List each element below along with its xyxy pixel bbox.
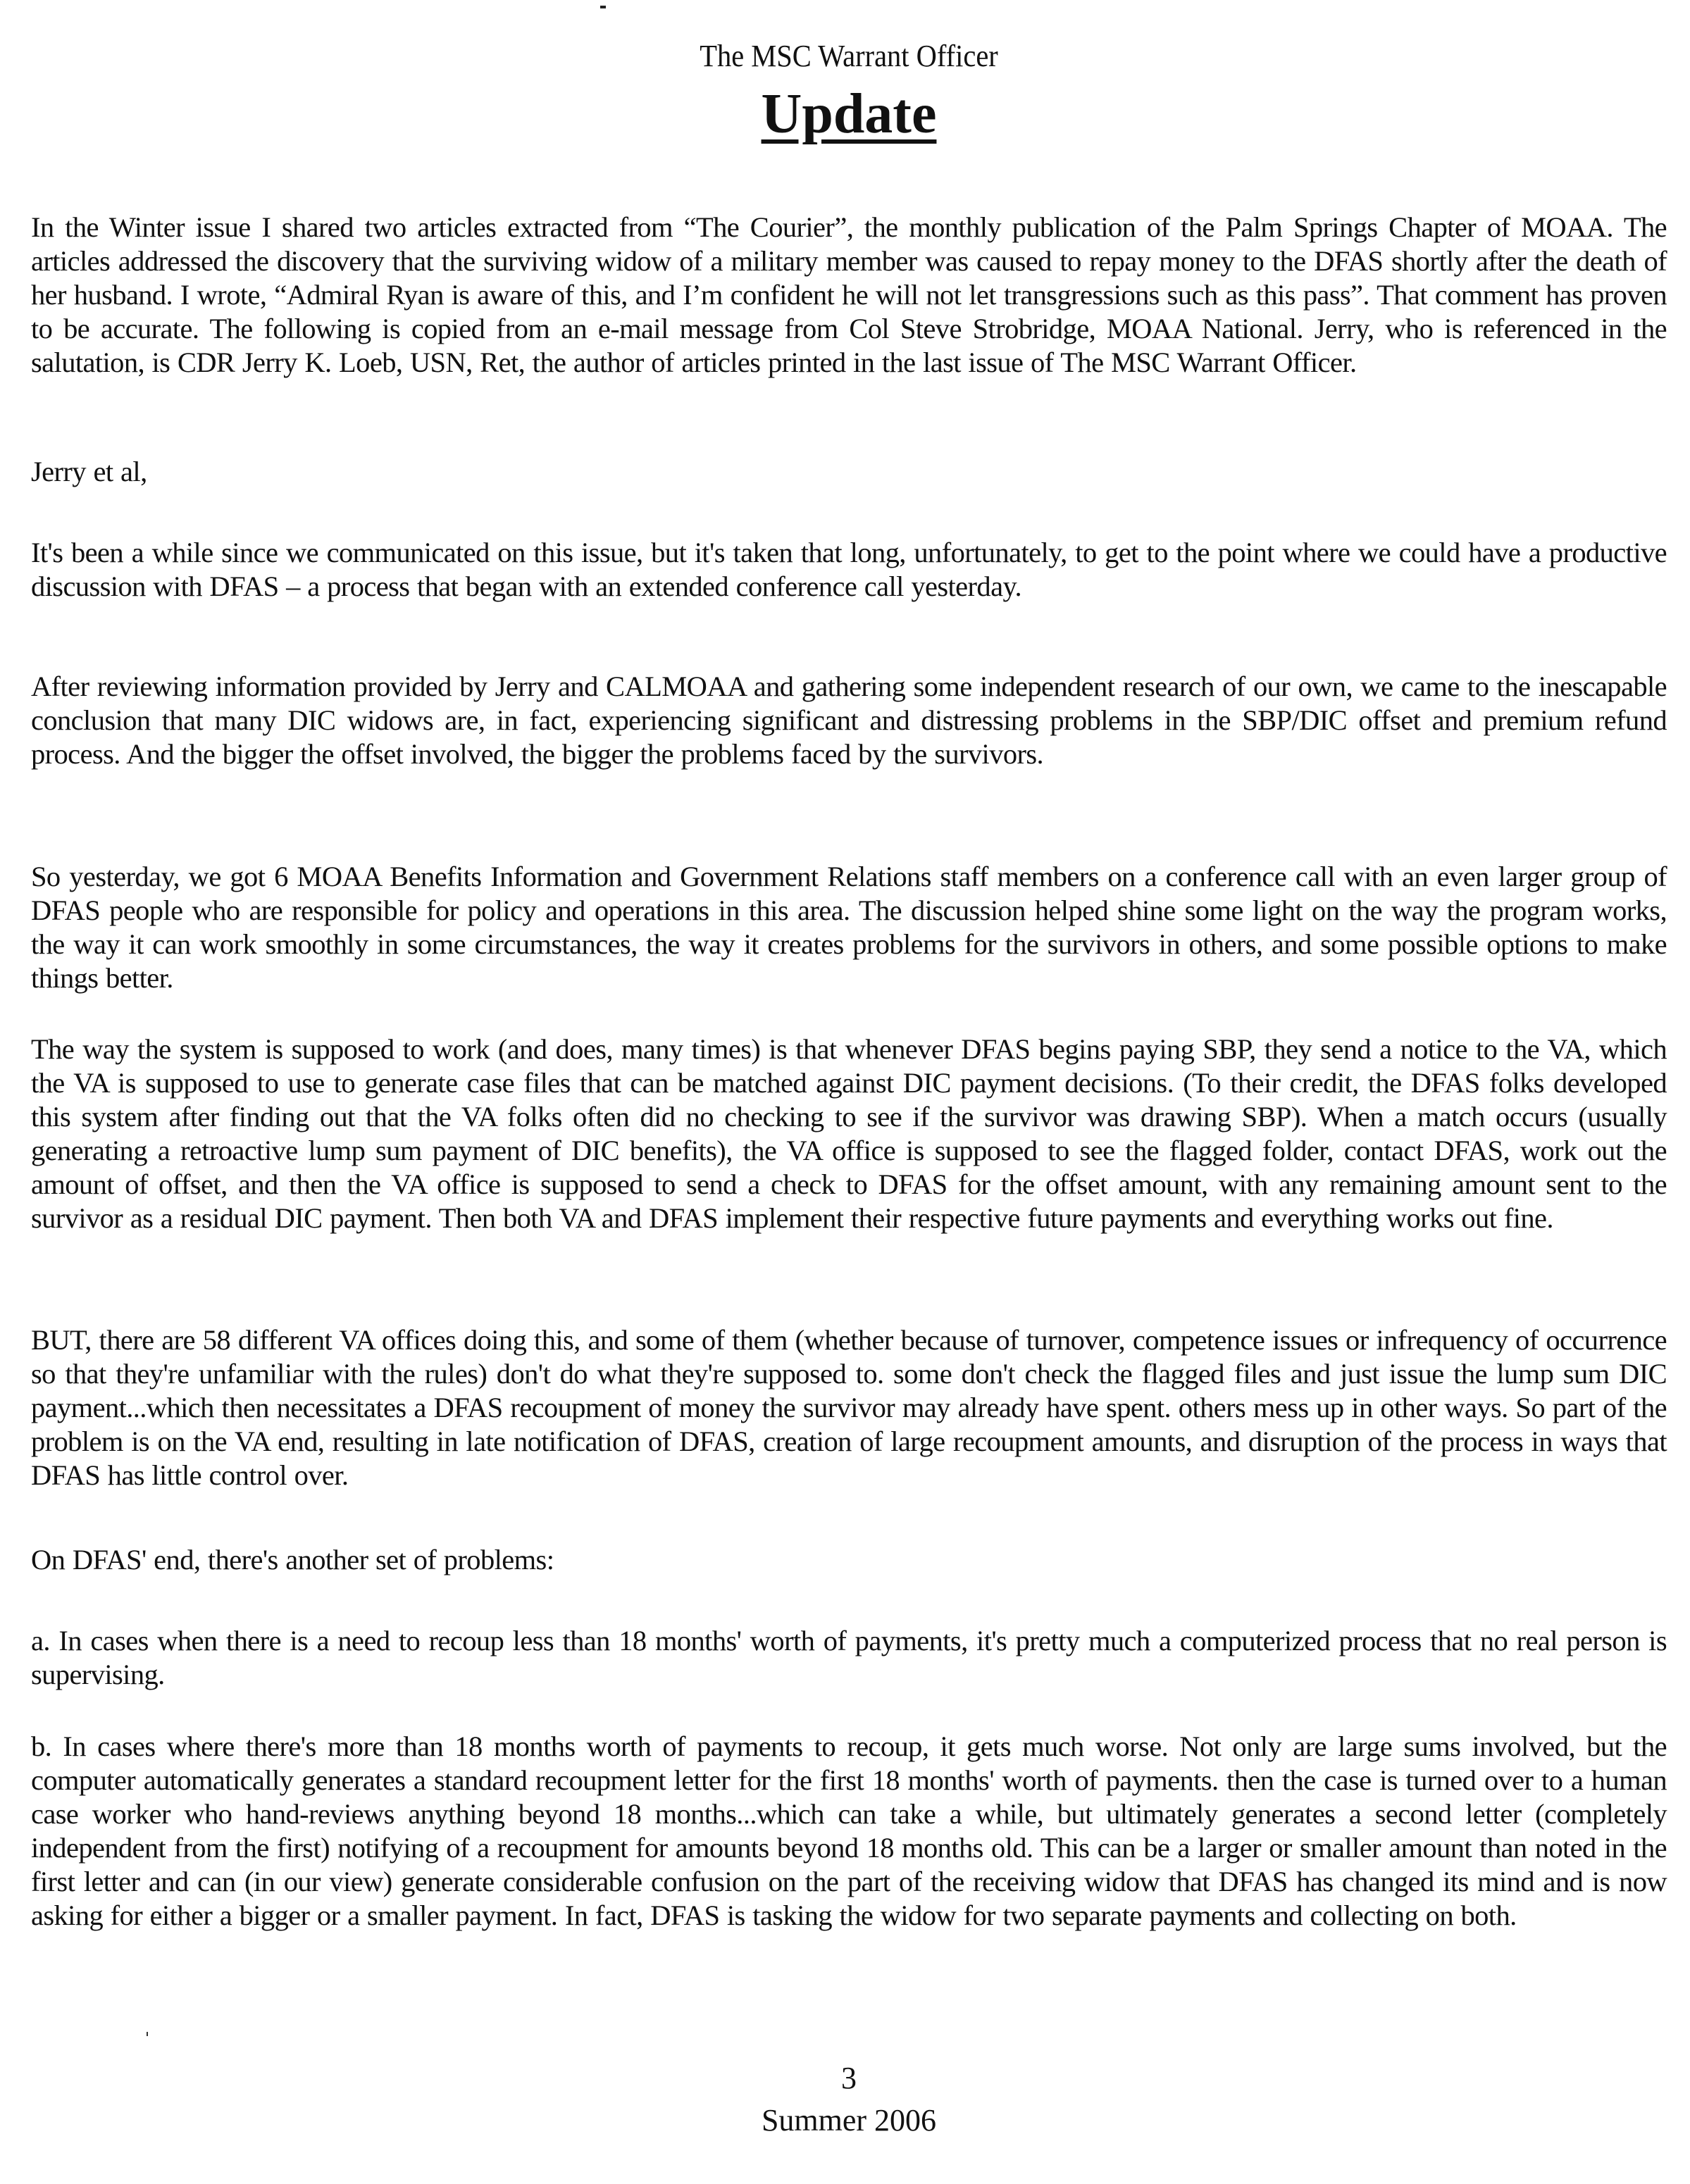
email-paragraph-3: So yesterday, we got 6 MOAA Benefits Information and Government Relations staff members on a conference call with an even larger group of DFAS people who are responsible for policy and operations in this area. The discussion helped shine some light on the way the program works, the way it can work smoothly in some circumstances, the way it creates problems for the survivors in others, and some possible options to make things better. <box>31 860 1667 994</box>
scan-artifact <box>600 6 606 8</box>
page-title <box>31 79 1667 149</box>
salutation: Jerry et al, <box>31 455 147 487</box>
intro-paragraph: In the Winter issue I shared two articles extracted from “The Courier”, the monthly publication of the Palm Springs Chapter of MOAA. The articles addressed the discovery that the surviving widow of a military member was caused to repay money to the DFAS shortly after the death of her husband. I wrote, “Admiral Ryan is aware of this, and I’m confident he will not let transgressions such as this pass”. That comment has proven to be accurate. The following is copied from an e-mail message from Col Steve Strobridge, MOAA National. Jerry, who is referenced in the salutation, is CDR Jerry K. Loeb, USN, Ret, the author of articles printed in the last issue of The MSC Warrant Officer. <box>31 211 1667 378</box>
email-paragraph-4: The way the system is supposed to work (and does, many times) is that whenever DFAS begins paying SBP, they send a notice to the VA, which the VA is supposed to use to generate case files that can be matched against DIC payment decisions. (To their credit, the DFAS folks developed this system after finding out that the VA folks often did no checking to see if the survivor was drawing SBP). When a match occurs (usually generating a retroactive lump sum payment of DIC benefits), the VA office is supposed to see the flagged folder, contact DFAS, work out the amount of offset, and then the VA office is supposed to send a check to DFAS for the offset amount, with any remaining amount sent to the survivor as a residual DIC payment. Then both VA and DFAS implement their respective future payments and everything works out fine. <box>31 1032 1667 1234</box>
page-title-text: Update <box>761 83 937 145</box>
list-item-b: b. In cases where there's more than 18 months worth of payments to recoup, it gets much worse. Not only are large sums involved, but the computer automatically generates a standard recoupment letter for the first 18 months' worth of payments. then the case is turned over to a human case worker who hand-reviews anything beyond 18 months...which can take a while, but ultimately generates a second letter (completely independent from the first) notifying of a recoupment for amounts beyond 18 months old. This can be a larger or smaller amount than noted in the first letter and can (in our view) generate considerable confusion on the part of the receiving widow that DFAS has changed its mind and is now asking for either a bigger or a smaller payment. In fact, DFAS is tasking the widow for two separate payments and collecting on both. <box>31 1730 1667 1931</box>
publication-name: The MSC Warrant Officer <box>700 39 998 73</box>
email-paragraph-6: On DFAS' end, there's another set of problems: <box>31 1543 554 1575</box>
email-paragraph-1: It's been a while since we communicated on this issue, but it's taken that long, unfortunately, to get to the point where we could have a productive discussion with DFAS – a process that began with an extended conference call yesterday. <box>31 536 1667 602</box>
list-item-a: a. In cases when there is a need to recoup less than 18 months' worth of payments, it's pretty much a computerized process that no real person is supervising. <box>31 1624 1667 1690</box>
issue-date: Summer 2006 <box>761 2103 937 2138</box>
email-paragraph-2: After reviewing information provided by Jerry and CALMOAA and gathering some independent research of our own, we came to the inescapable conclusion that many DIC widows are, in fact, experiencing significant and distressing problems in the SBP/DIC offset and premium refund process. And the bigger the offset involved, the bigger the problems faced by the survivors. <box>31 670 1667 770</box>
scan-artifact <box>147 2032 148 2036</box>
email-paragraph-5: BUT, there are 58 different VA offices doing this, and some of them (whether because of turnover, competence issues or infrequency of occurrence so that they're unfamiliar with the rules) don't do what they're supposed to. some don't check the flagged files and just issue the lump sum DIC payment...which then necessitates a DFAS recoupment of money the survivor may already have spent. others mess up in other ways. So part of the problem is on the VA end, resulting in late notification of DFAS, creation of large recoupment amounts, and disruption of the process in ways that DFAS has little control over. <box>31 1323 1667 1491</box>
page-number: 3 <box>841 2061 857 2095</box>
